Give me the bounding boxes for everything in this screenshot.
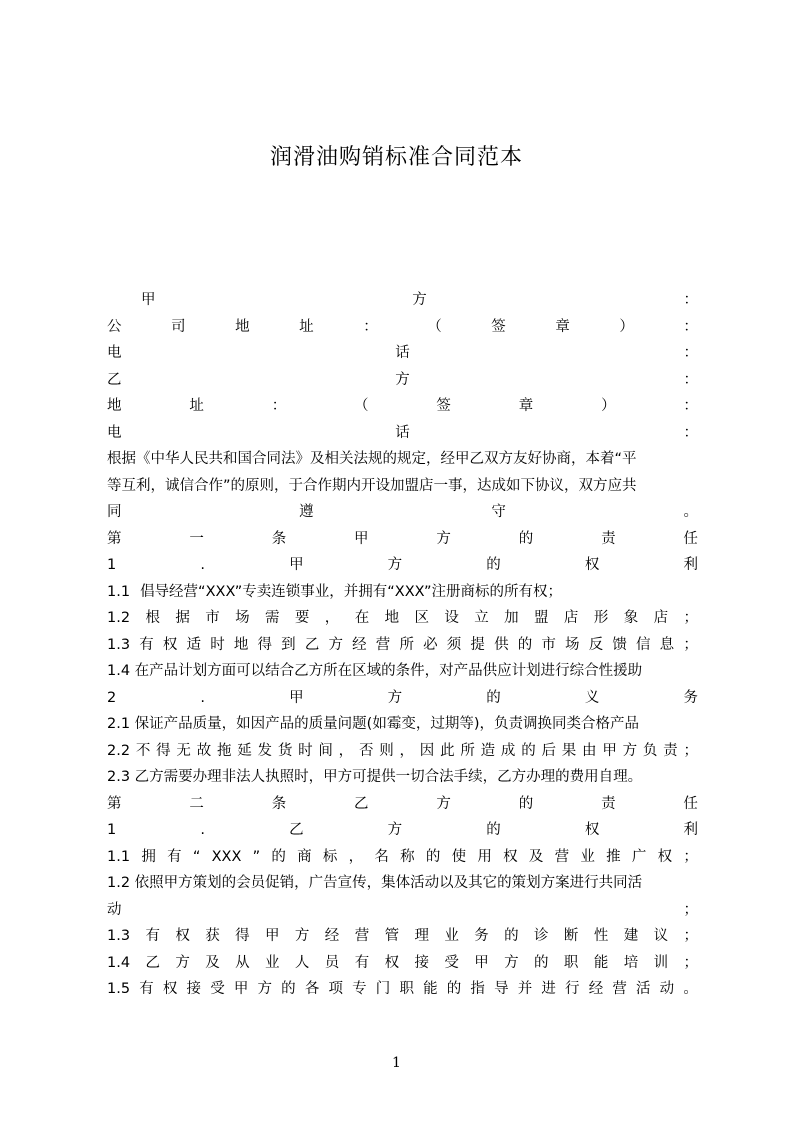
text-cell: 甲 [354, 530, 369, 547]
text-cell: 的 [486, 689, 501, 706]
text-cell: 得 [156, 742, 171, 759]
text-cell: 店 [563, 610, 579, 626]
text-cell: 发 [257, 742, 273, 759]
text-cell: 地 [384, 610, 400, 626]
text-cell: 得 [257, 636, 272, 653]
text-cell: 二 [189, 795, 204, 812]
text-cell: 得 [235, 928, 250, 944]
text-cell: ； [683, 636, 698, 653]
text-cell: 方 [436, 530, 451, 547]
text-cell: 任 [683, 530, 698, 547]
text-cell: 签 [491, 318, 506, 335]
text-cell: 权 [162, 981, 178, 997]
text-cell: 务 [474, 928, 489, 944]
text-cell: 的 [518, 795, 534, 812]
text-cell: 乙 [145, 954, 160, 971]
text-cell: 项 [328, 981, 343, 997]
text-cell: 受 [210, 981, 225, 997]
text-cell: 1.2 [107, 610, 131, 626]
text-cell: 推 [606, 848, 621, 865]
text-cell: 2 [107, 689, 117, 706]
text-cell: 方 [504, 954, 519, 971]
text-cell: 一 [189, 530, 204, 547]
text-cell: ， [324, 610, 340, 626]
text-cell: 诊 [534, 928, 549, 944]
text-cell: 商 [297, 848, 312, 865]
text-cell: 广 [631, 848, 647, 865]
text-cell: ） [601, 398, 616, 414]
text-cell: 第 [107, 530, 122, 547]
text-cell: 方 [622, 742, 638, 759]
text-cell: 盟 [534, 610, 549, 626]
text-line [107, 685, 698, 712]
text-cell: 方 [387, 689, 403, 706]
text-cell: 职 [563, 954, 579, 971]
text-cell: “ [192, 848, 201, 865]
text-cell: 有 [167, 848, 182, 865]
text-cell: 须 [446, 636, 462, 653]
text-cell: 所 [399, 636, 414, 653]
text-cell: ， [399, 742, 414, 759]
text-cell: 方 [436, 795, 451, 812]
text-line: 1.2 依照甲方策划的会员促销，广告宣传，集体活动以及其它的策划方案进行共同活 [107, 875, 643, 891]
text-cell: 营 [354, 928, 370, 944]
text-cell: 话 [395, 345, 410, 361]
text-cell: 息 [659, 636, 675, 653]
text-cell: 的 [271, 848, 286, 865]
text-cell: 条 [271, 795, 287, 812]
text-cell: 方 [257, 981, 272, 997]
text-cell: 乙 [107, 371, 122, 388]
text-cell: 章 [555, 318, 570, 335]
text-line: 根据《中华人民共和国合同法》及相关法规的规定，经甲乙双方友好协商，本着“平 [107, 451, 637, 467]
text-cell: 从 [235, 954, 250, 971]
text-cell: ， [348, 848, 364, 865]
text-cell: 1 [107, 557, 117, 573]
text-cell: 受 [444, 954, 459, 971]
text-cell: 的 [281, 981, 296, 997]
text-cell: （ [427, 318, 442, 335]
text-cell: ； [683, 742, 698, 759]
text-cell: 理 [414, 928, 429, 944]
text-cell: 间 [318, 742, 333, 759]
text-cell: 动 [659, 981, 675, 997]
text-cell: 守 [491, 504, 506, 520]
text-cell: 有 [139, 636, 154, 653]
text-cell: 标 [322, 848, 338, 865]
text-cell: 的 [517, 636, 533, 653]
text-cell: 乙 [289, 822, 304, 838]
text-cell: 人 [294, 954, 310, 971]
text-cell: 及 [528, 848, 544, 865]
text-cell: 名 [374, 848, 389, 865]
text-cell: 信 [636, 636, 651, 653]
text-line [107, 393, 698, 420]
text-cell: 营 [554, 848, 570, 865]
text-cell: 方 [328, 636, 343, 653]
text-cell: 职 [399, 981, 414, 997]
text-cell: 的 [486, 822, 501, 838]
text-cell: 的 [518, 530, 534, 547]
text-cell: 务 [683, 689, 698, 706]
text-cell: 甲 [289, 557, 304, 573]
text-cell: 甲 [233, 981, 249, 997]
text-cell: 责 [601, 530, 616, 547]
text-cell: 甲 [474, 954, 489, 971]
text-cell: 甲 [265, 928, 280, 944]
text-cell: 方 [387, 822, 403, 838]
text-cell: 需 [265, 610, 280, 626]
text-cell: 立 [474, 610, 489, 626]
text-cell: 象 [623, 610, 639, 626]
text-cell: 造 [480, 742, 496, 759]
text-cell: 培 [623, 954, 639, 971]
text-cell: 负 [642, 742, 658, 759]
text-line [107, 499, 698, 526]
text-cell: 1.3 [107, 928, 131, 944]
text-cell: 利 [683, 557, 698, 573]
text-cell: XXX [211, 848, 242, 865]
text-cell: 1 [107, 822, 117, 838]
text-cell: . [200, 689, 205, 706]
text-cell: 后 [541, 742, 556, 759]
text-cell: 门 [375, 981, 391, 997]
text-cell: 有 [139, 981, 154, 997]
text-cell: 动 [107, 901, 122, 918]
text-cell: 任 [683, 795, 698, 812]
text-cell: 经 [352, 636, 367, 653]
text-cell: 场 [235, 610, 250, 626]
text-line [107, 420, 698, 447]
text-cell: 加 [504, 610, 519, 626]
text-cell: 建 [623, 928, 639, 944]
document-body [107, 287, 698, 1003]
text-line [107, 950, 698, 977]
text-cell: 及 [205, 954, 220, 971]
text-line: 等互利，诚信合作”的原则，于合作期内开设加盟店一事，达成如下协议，双方应共 [107, 477, 637, 494]
text-cell: 进 [541, 981, 556, 997]
text-cell: 用 [477, 848, 492, 865]
text-cell: 时 [210, 636, 225, 653]
text-cell: ： [683, 345, 698, 361]
text-cell: ； [683, 928, 698, 944]
text-cell: 导 [494, 981, 509, 997]
text-line [107, 897, 698, 924]
text-cell: 义 [584, 689, 600, 706]
text-cell: 。 [683, 981, 698, 997]
text-line [107, 552, 698, 579]
text-cell: 区 [414, 610, 429, 626]
text-cell: 能 [423, 981, 438, 997]
text-cell: 使 [451, 848, 467, 865]
text-cell: 并 [517, 981, 533, 997]
text-cell: 甲 [602, 742, 617, 759]
text-cell: 话 [395, 424, 410, 441]
text-line: 2.1 保证产品质量，如因产品的质量问题(如霉变，过期等)，负责调换同类合格产品 [107, 716, 639, 732]
text-cell: 1.1 [107, 848, 131, 865]
text-cell: 甲 [289, 689, 304, 706]
text-line [107, 632, 698, 659]
text-cell: 业 [265, 954, 280, 971]
text-cell: ； [683, 848, 698, 865]
text-cell: 根 [145, 610, 160, 626]
text-cell: 营 [612, 981, 627, 997]
text-cell: ） [619, 318, 634, 335]
text-cell: 方 [412, 292, 427, 308]
text-line [107, 287, 698, 314]
text-cell: 否 [358, 742, 374, 759]
text-cell: 据 [175, 610, 190, 626]
text-cell: 电 [107, 345, 122, 361]
text-cell: 适 [186, 636, 202, 653]
text-cell: 责 [663, 742, 678, 759]
text-cell: 因 [419, 742, 435, 759]
text-cell: 方 [395, 371, 410, 388]
text-cell: 地 [107, 398, 122, 414]
text-cell: ： [683, 371, 698, 388]
text-cell: 1.1 [107, 583, 131, 600]
text-line [107, 844, 698, 871]
text-cell: . [200, 557, 205, 573]
text-cell: 权 [384, 954, 400, 971]
text-cell: 公 [107, 318, 122, 335]
text-cell: 电 [107, 424, 122, 441]
text-cell: 乙 [354, 795, 369, 812]
text-cell: 议 [653, 928, 669, 944]
text-cell: ， [338, 742, 354, 759]
text-cell: 乙 [304, 636, 320, 653]
text-cell: 责 [601, 795, 616, 812]
text-cell: 的 [534, 954, 549, 971]
text-cell: 的 [504, 928, 519, 944]
text-cell: 断 [563, 928, 579, 944]
text-cell: ； [683, 901, 698, 918]
text-cell: 有 [354, 954, 370, 971]
text-cell: 货 [277, 742, 293, 759]
text-cell: 各 [304, 981, 320, 997]
text-cell: 成 [500, 742, 516, 759]
text-cell: 反 [588, 636, 604, 653]
text-cell: （ [354, 398, 369, 414]
text-cell: 拥 [141, 848, 156, 865]
text-cell: ： [683, 398, 698, 414]
page-number: 1 [392, 1055, 401, 1071]
text-cell: 址 [189, 398, 204, 414]
text-cell: 2.2 [107, 742, 131, 759]
text-cell: 经 [588, 981, 604, 997]
text-cell: 无 [176, 742, 191, 759]
text-cell: ； [683, 610, 698, 626]
text-line [107, 579, 698, 606]
text-cell: ： [683, 292, 698, 308]
text-cell: 拖 [216, 742, 232, 759]
text-cell: 市 [541, 636, 556, 653]
text-cell: 经 [324, 928, 340, 944]
text-cell: 场 [565, 636, 580, 653]
text-cell: 接 [414, 954, 429, 971]
text-cell: 店 [653, 610, 669, 626]
text-line [107, 605, 698, 632]
text-cell: 必 [423, 636, 438, 653]
text-cell: 训 [653, 954, 669, 971]
text-cell: ： [683, 424, 698, 441]
text-line: 2.3 乙方需要办理非法人执照时，甲方可提供一切合法手续，乙方办理的费用自理。 [107, 769, 643, 785]
text-cell: ： [271, 398, 287, 414]
text-cell: 指 [470, 981, 485, 997]
text-line [107, 738, 698, 765]
text-cell: 权 [162, 636, 178, 653]
text-cell: 权 [503, 848, 518, 865]
text-cell: 形 [593, 610, 609, 626]
text-cell: 条 [271, 530, 287, 547]
text-cell: 遵 [299, 504, 314, 520]
text-cell: 的 [446, 981, 462, 997]
text-cell: 果 [561, 742, 577, 759]
text-cell: 同 [107, 504, 122, 520]
text-cell: 性 [593, 928, 609, 944]
text-cell: 管 [384, 928, 400, 944]
text-cell: 倡导经营“XXX”专卖连锁事业，并拥有“XXX”注册商标的所有权； [140, 583, 563, 600]
text-cell: 的 [521, 742, 536, 759]
text-cell: 第 [107, 795, 122, 812]
text-cell: 故 [196, 742, 212, 759]
text-line [107, 340, 698, 367]
text-cell: 业 [444, 928, 459, 944]
text-cell: 所 [460, 742, 475, 759]
text-cell: 司 [171, 318, 186, 335]
text-cell: 行 [565, 981, 580, 997]
text-line [107, 976, 698, 1003]
text-cell: 权 [175, 928, 190, 944]
text-line [107, 923, 698, 950]
text-cell: 1.4 [107, 954, 131, 971]
text-cell: 权 [657, 848, 673, 865]
text-cell: 方 [294, 928, 310, 944]
text-cell: ： [683, 318, 698, 335]
text-cell: 时 [298, 742, 313, 759]
text-cell: 章 [518, 398, 534, 414]
text-cell: 员 [324, 954, 340, 971]
text-cell: 权 [584, 557, 600, 573]
text-cell: ” [252, 848, 261, 865]
text-cell: 利 [683, 822, 698, 838]
text-cell: 由 [582, 742, 597, 759]
text-cell: 获 [205, 928, 220, 944]
text-line [107, 526, 698, 553]
text-cell: 供 [494, 636, 509, 653]
text-cell: 营 [375, 636, 391, 653]
text-cell: 要 [294, 610, 310, 626]
text-cell: 址 [299, 318, 314, 335]
text-cell: . [200, 822, 205, 838]
text-cell: 有 [145, 928, 160, 944]
text-line [107, 314, 698, 341]
text-cell: 甲 [141, 292, 156, 308]
text-line [107, 791, 698, 818]
text-cell: ； [683, 954, 698, 971]
text-cell: 市 [205, 610, 220, 626]
text-cell: 活 [636, 981, 651, 997]
text-cell: 地 [235, 318, 250, 335]
text-cell: 能 [593, 954, 609, 971]
text-cell: 在 [354, 610, 370, 626]
text-line: 1.4 在产品计划方面可以结合乙方所在区域的条件，对产品供应计划进行综合性援助 [107, 663, 643, 679]
text-line [107, 367, 698, 394]
text-cell: 。 [683, 504, 698, 520]
text-line [107, 817, 698, 844]
text-cell: 不 [135, 742, 151, 759]
text-cell: 到 [281, 636, 296, 653]
text-cell: 签 [436, 398, 451, 414]
text-cell: 的 [486, 557, 501, 573]
text-cell: 方 [387, 557, 403, 573]
text-cell: 此 [440, 742, 455, 759]
text-cell: 地 [233, 636, 249, 653]
text-cell: 则 [379, 742, 394, 759]
text-cell: 1.5 [107, 981, 131, 997]
text-cell: 设 [444, 610, 459, 626]
text-cell: 的 [425, 848, 441, 865]
document-title: 润滑油购销标准合同范本 [269, 145, 523, 170]
text-cell: ： [363, 318, 378, 335]
text-cell: 馈 [612, 636, 627, 653]
text-cell: 提 [470, 636, 485, 653]
text-cell: 接 [186, 981, 202, 997]
text-cell: 方 [175, 954, 190, 971]
text-cell: 1.3 [107, 636, 131, 653]
text-cell: 称 [400, 848, 415, 865]
text-cell: 专 [352, 981, 367, 997]
text-cell: 业 [580, 848, 595, 865]
text-cell: 权 [584, 822, 600, 838]
text-cell: 延 [237, 742, 252, 759]
